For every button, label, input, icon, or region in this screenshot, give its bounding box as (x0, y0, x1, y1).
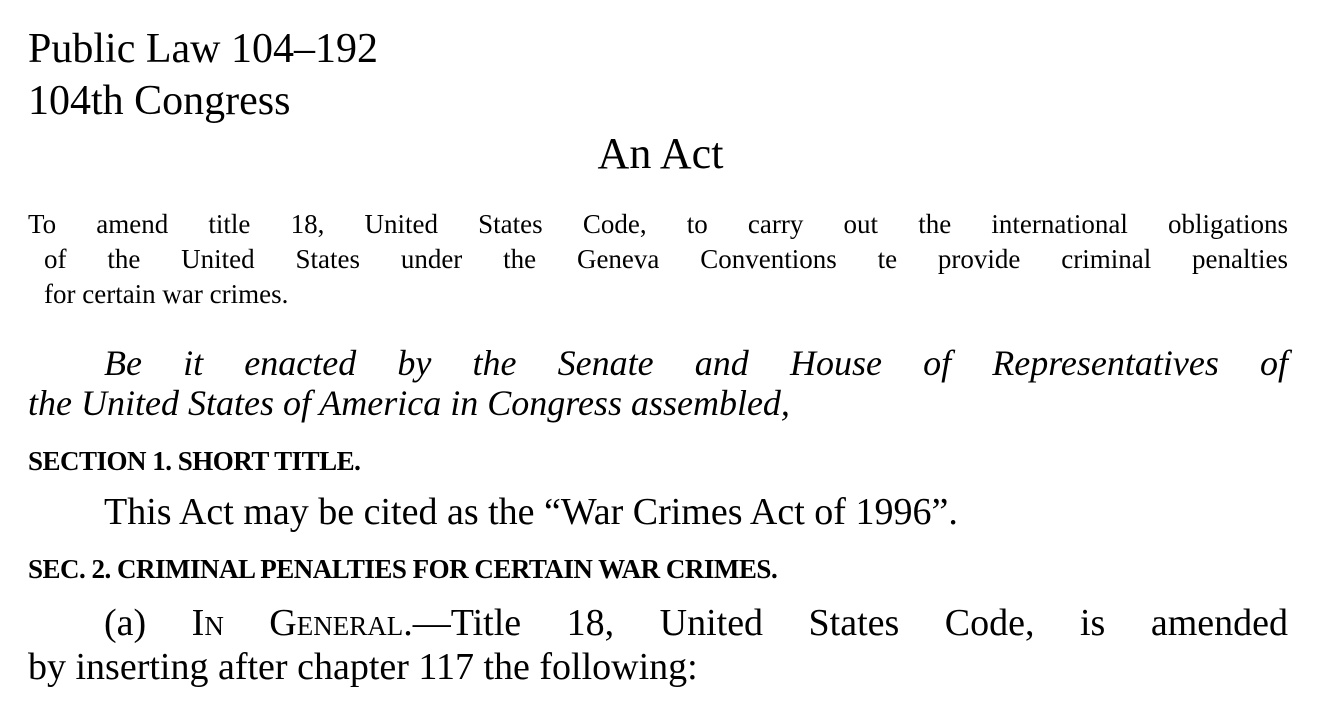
act-heading: An Act (597, 129, 724, 178)
subsection-marker: (a) (104, 602, 192, 644)
subsection-a-line (28, 601, 1288, 645)
enacting-clause-line: Be it enacted by the Senate and House of Representatives of (104, 343, 1288, 383)
enacting-clause-line: the United States of America in Congress assembled, (28, 383, 790, 423)
enacting-clause (28, 343, 1288, 423)
purpose-statement (28, 207, 1288, 312)
section-1-text: This Act may be cited as the “War Crimes Act of 1996”. (104, 491, 958, 533)
purpose-line: for certain war crimes. (44, 279, 289, 309)
public-law-number: Public Law 104–192 (28, 26, 378, 72)
purpose-line: of the United States under the Geneva Conventions te provide criminal penalties (44, 244, 1288, 274)
section-2-heading: SEC. 2. CRIMINAL PENALTIES FOR CERTAIN WAR CRIMES. (28, 554, 778, 584)
congress-number: 104th Congress (28, 78, 291, 124)
subsection-a-line: by inserting after chapter 117 the following: (28, 646, 698, 688)
subsection-text: —Title 18, United States Code, is amended (412, 602, 1288, 644)
purpose-line: To amend title 18, United States Code, to carry out the international obligations (28, 209, 1288, 239)
subsection-a (28, 601, 1288, 689)
subsection-heading: In General. (191, 602, 413, 644)
section-1-heading: SECTION 1. SHORT TITLE. (28, 446, 361, 476)
